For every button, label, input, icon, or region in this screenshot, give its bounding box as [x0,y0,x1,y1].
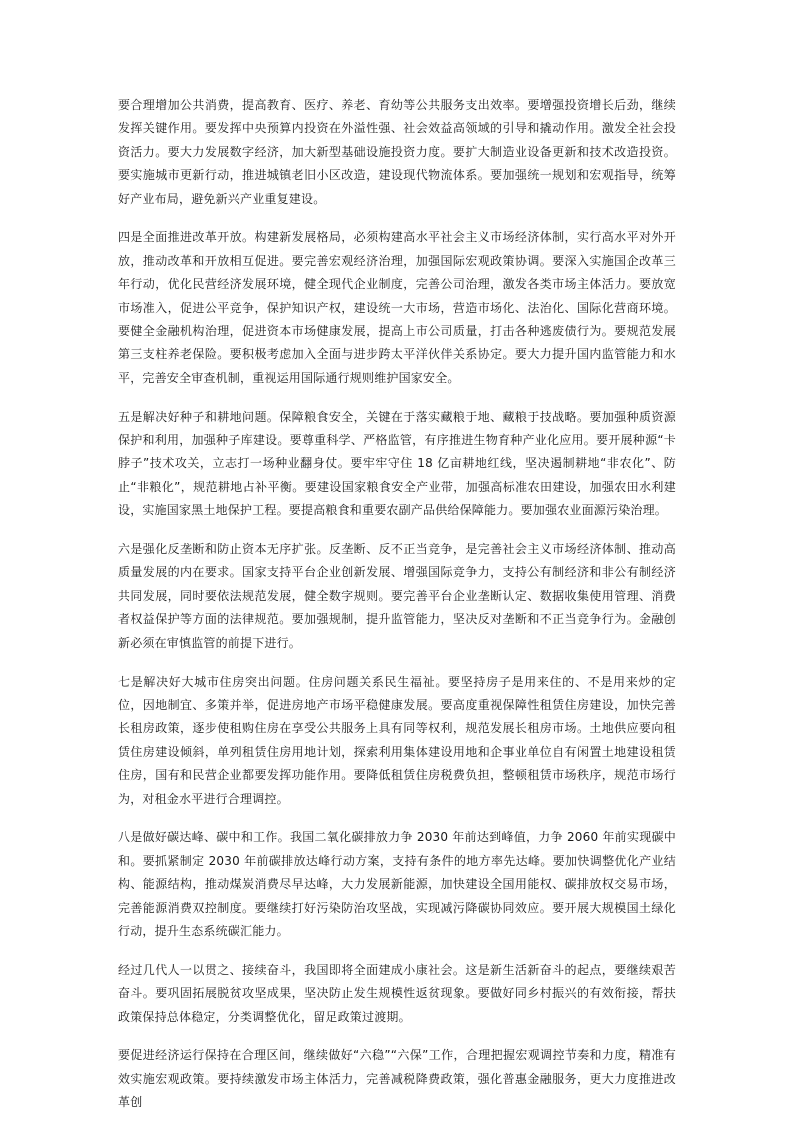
paragraph-housing: 七是解决好大城市住房突出问题。住房问题关系民生福祉。要坚持房子是用来住的、不是用来炒的定位，因地制宜、多策并举，促进房地产市场平稳健康发展。要高度重视保障性租赁住房建设，加快完善长租房政策，逐步使租购住房在享受公共服务上具有同等权利，规范发展长租房市场。土地供应要向租赁住房建设倾斜，单列租赁住房用地计划，探索利用集体建设用地和企事业单位自有闲置土地建设租赁住房，国有和民营企业都要发挥功能作用。要降低租赁住房税费负担，整顿租赁市场秩序，规范市场行为，对租金水平进行合理调控。 [118,674,676,806]
paragraph-poverty: 经过几代人一以贯之、接续奋斗，我国即将全面建成小康社会。这是新生活新奋斗的起点，要继续艰苦奋斗。要巩固拓展脱贫攻坚成果，坚决防止发生规模性返贫现象。要做好同乡村振兴的有效衔接，帮扶政策保持总体稳定，分类调整优化，留足政策过渡期。 [118,962,676,1024]
paragraph-reform-opening: 四是全面推进改革开放。构建新发展格局，必须构建高水平社会主义市场经济体制，实行高水平对外开放，推动改革和开放相互促进。要完善宏观经济治理，加强国际宏观政策协调。要深入实施国企改革三年行动，优化民营经济发展环境，健全现代企业制度，完善公司治理，激发各类市场主体活力。要放宽市场准入，促进公平竞争，保护知识产权，建设统一大市场，营造市场化、法治化、国际化营商环境。要健全金融机构治理，促进资本市场健康发展，提高上市公司质量，打击各种逃废债行为。要规范发展第三支柱养老保险。要积极考虑加入全面与进步跨太平洋伙伴关系协定。要大力提升国内监管能力和水平，完善安全审查机制，重视运用国际通行规则维护国家安全。 [118,230,676,385]
paragraph-carbon: 八是做好碳达峰、碳中和工作。我国二氧化碳排放力争 2030 年前达到峰值，力争 2060 年前实现碳中和。要抓紧制定 2030 年前碳排放达峰行动方案，支持有条件的地方率先达峰。要加快调整优化产业结构、能源结构，推动煤炭消费尽早达峰，大力发展新能源，加快建设全国用能权、碳排放权交易市场，完善能源消费双控制度。要继续打好污染防治攻坚战，实现减污降碳协同效应。要开展大规模国土绿化行动，提升生态系统碳汇能力。 [118,830,676,938]
paragraph-antimonopoly: 六是强化反垄断和防止资本无序扩张。反垄断、反不正当竞争，是完善社会主义市场经济体制、推动高质量发展的内在要求。国家支持平台企业创新发展、增强国际竞争力，支持公有制经济和非公有制经济共同发展，同时要依法规范发展，健全数字规则。要完善平台企业垄断认定、数据收集使用管理、消费者权益保护等方面的法律规范。要加强规制，提升监管能力，坚决反对垄断和不正当竞争行为。金融创新必须在审慎监管的前提下进行。 [118,542,676,650]
paragraph-economy-operation: 要促进经济运行保持在合理区间，继续做好“六稳”“六保”工作，合理把握宏观调控节奏和力度，精准有效实施宏观政策。要持续激发市场主体活力，完善减税降费政策，强化普惠金融服务，更大力度推进改革创 [118,1048,676,1110]
document-page [118,94,676,1130]
paragraph-consumption-investment: 要合理增加公共消费，提高教育、医疗、养老、育幼等公共服务支出效率。要增强投资增长后劲，继续发挥关键作用。要发挥中央预算内投资在外溢性强、社会效益高领域的引导和撬动作用。激发全社会投资活力。要大力发展数字经济，加大新型基础设施投资力度。要扩大制造业设备更新和技术改造投资。要实施城市更新行动，推进城镇老旧小区改造，建设现代物流体系。要加强统一规划和宏观指导，统筹好产业布局，避免新兴产业重复建设。 [118,98,676,206]
paragraph-seeds-farmland: 五是解决好种子和耕地问题。保障粮食安全，关键在于落实藏粮于地、藏粮于技战略。要加强种质资源保护和利用，加强种子库建设。要尊重科学、严格监管，有序推进生物育种产业化应用。要开展种源“卡脖子”技术攻关，立志打一场种业翻身仗。要牢牢守住 18 亿亩耕地红线，坚决遏制耕地“非农化”、防止“非粮化”，规范耕地占补平衡。要建设国家粮食安全产业带，加强高标准农田建设，加强农田水利建设，实施国家黑土地保护工程。要提高粮食和重要农副产品供给保障能力。要加强农业面源污染治理。 [118,409,676,518]
